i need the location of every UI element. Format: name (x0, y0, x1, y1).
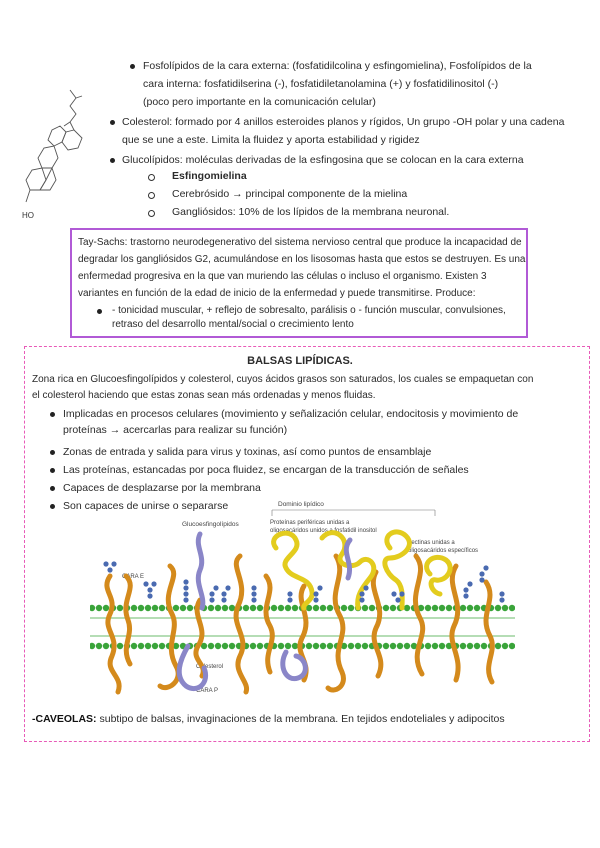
label-colesterol: Colesterol (196, 664, 224, 670)
label-lectinas-2: oligosacáridos específicos (408, 548, 479, 554)
label-cara-p: CARA P (196, 688, 219, 694)
balsas-bullet-1: Implicadas en procesos celulares (movimiento y señalización celular, endocitosis y movimiento de (63, 408, 519, 420)
glucolipido-item-3: Gangliósidos: 10% de los lípidos de la membrana neuronal. (172, 206, 450, 218)
tay-sachs-bullet-line-1: - tonicidad muscular, + reflejo de sobresalto, parálisis o - función muscular, convulsiones, (112, 305, 506, 316)
bullet-dot (50, 450, 55, 455)
bullet-dot (50, 504, 55, 509)
tay-sachs-line-1: Tay-Sachs: trastorno neurodegenerativo del sistema nervioso central que produce la incapacidad de (78, 237, 522, 248)
phospholipid-line-2: cara interna: fosfatidilserina (-), fosfatidiletanolamina (+) y fosfatidilinositol (-) (143, 78, 499, 90)
label-proteinas-1: Proteínas periféricas unidas a (270, 520, 350, 526)
caveolas-label: -CAVEOLAS: (32, 713, 97, 725)
balsas-bullet-3: Las proteínas, estancadas por poca fluidez, se encargan de la transducción de señales (63, 464, 469, 476)
caveolas-line (32, 712, 505, 726)
lipid-raft-diagram (90, 496, 515, 711)
bullet-dot (50, 468, 55, 473)
label-glucoesfingolipidos: Glucoesfingolípidos (182, 521, 239, 528)
bullet-dot (50, 412, 55, 417)
label-dominio: Dominio lipídico (278, 501, 324, 508)
cholesterol-structure-drawing (20, 86, 100, 246)
glucolipido-item-2: Cerebrósido → principal componente de la mielina (172, 188, 408, 200)
phospholipid-line-3: (poco pero importante en la comunicación celular) (143, 96, 376, 108)
sub-bullet (148, 174, 155, 181)
tay-sachs-line-2: degradar los gangliósidos G2, acumulándose en los lisosomas hasta que estos se destruyen. Es una (78, 254, 526, 265)
bullet-dot (110, 158, 115, 163)
balsas-intro-1: Zona rica en Glucoesfingolípidos y colesterol, cuyos ácidos grasos son saturados, los cuales se empaquetan con (32, 374, 534, 385)
caveolas-text: subtipo de balsas, invaginaciones de la membrana. En tejidos endoteliales y adipocitos (99, 713, 505, 725)
phospholipid-line-1: Fosfolípidos de la cara externa: (fosfatidilcolina y esfingomielina), Fosfolípidos de la (143, 60, 532, 72)
ho-label: HO (22, 211, 34, 220)
balsas-title: BALSAS LIPÍDICAS. (247, 355, 353, 367)
bullet-dot (97, 309, 102, 314)
label-proteinas-2: oligosacáridos unidos a fosfatidil inositol (270, 528, 377, 534)
label-cara-e: CARA E (122, 574, 145, 580)
colesterol-line-1: Colesterol: formado por 4 anillos esteroides planos y rígidos, Un grupo -OH polar y una cadena (122, 116, 565, 128)
glucolipido-item-1: Esfingomielina (172, 170, 247, 182)
glucolipidos-line: Glucolípidos: moléculas derivadas de la esfingosina que se colocan en la cara externa (122, 154, 524, 166)
tay-sachs-line-4: variantes en función de la edad de inicio de la enfermedad y puede transmitirse. Produce: (78, 288, 476, 299)
balsas-bullet-4: Capaces de desplazarse por la membrana (63, 482, 261, 494)
sub-bullet (148, 210, 155, 217)
bullet-dot (130, 64, 135, 69)
balsas-bullet-2: Zonas de entrada y salida para virus y toxinas, así como puntos de ensamblaje (63, 446, 432, 458)
bullet-dot (110, 120, 115, 125)
label-lectinas-1: Lectinas unidas a (408, 540, 455, 546)
colesterol-line-2: que se une a este. Limita la fluidez y aporta estabilidad y rigidez (122, 134, 420, 146)
balsas-intro-2: el colesterol haciendo que estas zonas sean más ordenadas y menos fluidas. (32, 390, 376, 401)
balsas-bullet-1-cont: proteínas → acercarlas para realizar su función) (63, 424, 288, 436)
tay-sachs-line-3: enfermedad progresiva en la que van muriendo las células o incluso el organismo. Existen 3 (78, 271, 487, 282)
balsas-bullet-5: Son capaces de unirse o separarse (63, 500, 229, 512)
sub-bullet (148, 192, 155, 199)
tay-sachs-bullet-line-2: retraso del desarrollo mental/social o crecimiento lento (112, 319, 354, 330)
bullet-dot (50, 486, 55, 491)
